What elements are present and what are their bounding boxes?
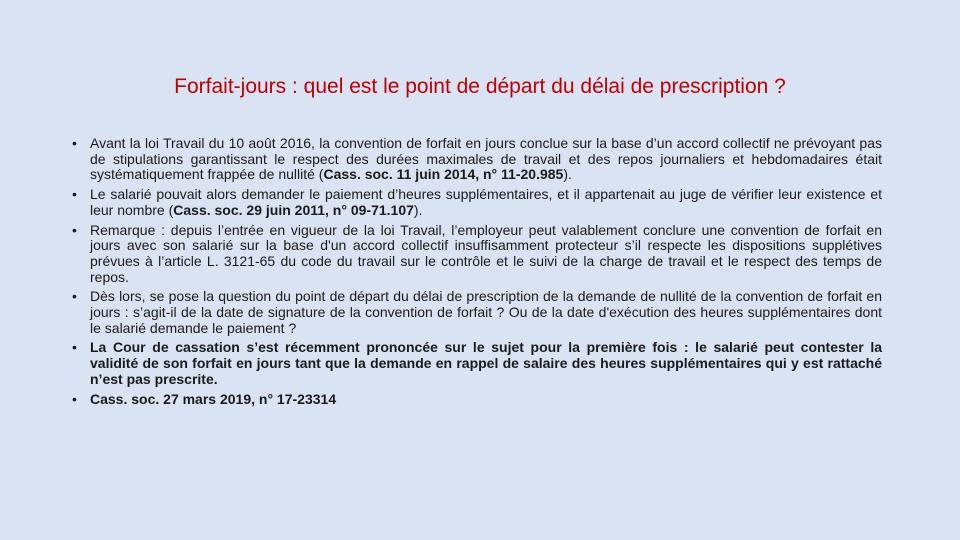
bullet-icon: • bbox=[72, 135, 77, 151]
bullet-text: Le salarié pouvait alors demander le paiement d’heures supplémentaires, et il appartenait au juge de vérifier leur existence et leur nombre ( bbox=[90, 186, 882, 218]
slide-title: Forfait-jours : quel est le point de départ du délai de prescription ? bbox=[174, 75, 786, 98]
bullet-list bbox=[72, 136, 882, 411]
bullet-icon: • bbox=[72, 186, 77, 203]
bullet-icon: • bbox=[72, 339, 77, 356]
case-reference: Cass. soc. 11 juin 2014, n° 11-20.985 bbox=[323, 166, 564, 183]
bullet-item bbox=[72, 187, 882, 218]
bullet-text-bold: La Cour de cassation s’est récemment prononcée sur le sujet pour la première fois : le salarié peut contester la validité de son forfait en jours tant que la demande en rappel de salaire des heures supplémentaires qui y est rattaché n’est pas prescrite. bbox=[90, 339, 882, 387]
bullet-item bbox=[72, 136, 882, 183]
bullet-text: Dès lors, se pose la question du point de départ du délai de prescription de la demande de nullité de la convention de forfait en jours : s’agit-il de la date de signature de la convention de forfait ? Ou de la date d'exécution des heures supplémentaires dont le salarié demande le paiement ? bbox=[90, 288, 882, 336]
bullet-icon: • bbox=[72, 221, 77, 238]
bullet-item bbox=[72, 392, 882, 408]
bullet-text: Avant la loi Travail du 10 août 2016, la convention de forfait en jours conclue sur la base d’un accord collectif ne prévoyant pas de stipulations garantissant le respect des durées maximales de travail et des repos journaliers et hebdomadaires était systématiquement frappée de nullité ( bbox=[90, 135, 882, 183]
bullet-text-tail: ). bbox=[563, 166, 572, 183]
bullet-item bbox=[72, 289, 882, 336]
bullet-icon: • bbox=[72, 390, 77, 407]
bullet-text: Remarque : depuis l’entrée en vigueur de la loi Travail, l’employeur peut valablement conclure une convention de forfait en jours avec son salarié sur la base d'un accord collectif insuffisamment protecteur s’il respecte les dispositions supplétives prévues à l’article L. 3121-65 du code du travail sur le contrôle et le suivi de la charge de travail et le respect des temps de repos. bbox=[90, 221, 882, 285]
bullet-item bbox=[72, 223, 882, 286]
case-reference: Cass. soc. 27 mars 2019, n° 17-23314 bbox=[90, 390, 337, 407]
bullet-icon: • bbox=[72, 288, 77, 305]
case-reference: Cass. soc. 29 juin 2011, n° 09-71.107 bbox=[173, 201, 414, 218]
bullet-item bbox=[72, 340, 882, 387]
bullet-text-tail: ). bbox=[413, 201, 423, 218]
